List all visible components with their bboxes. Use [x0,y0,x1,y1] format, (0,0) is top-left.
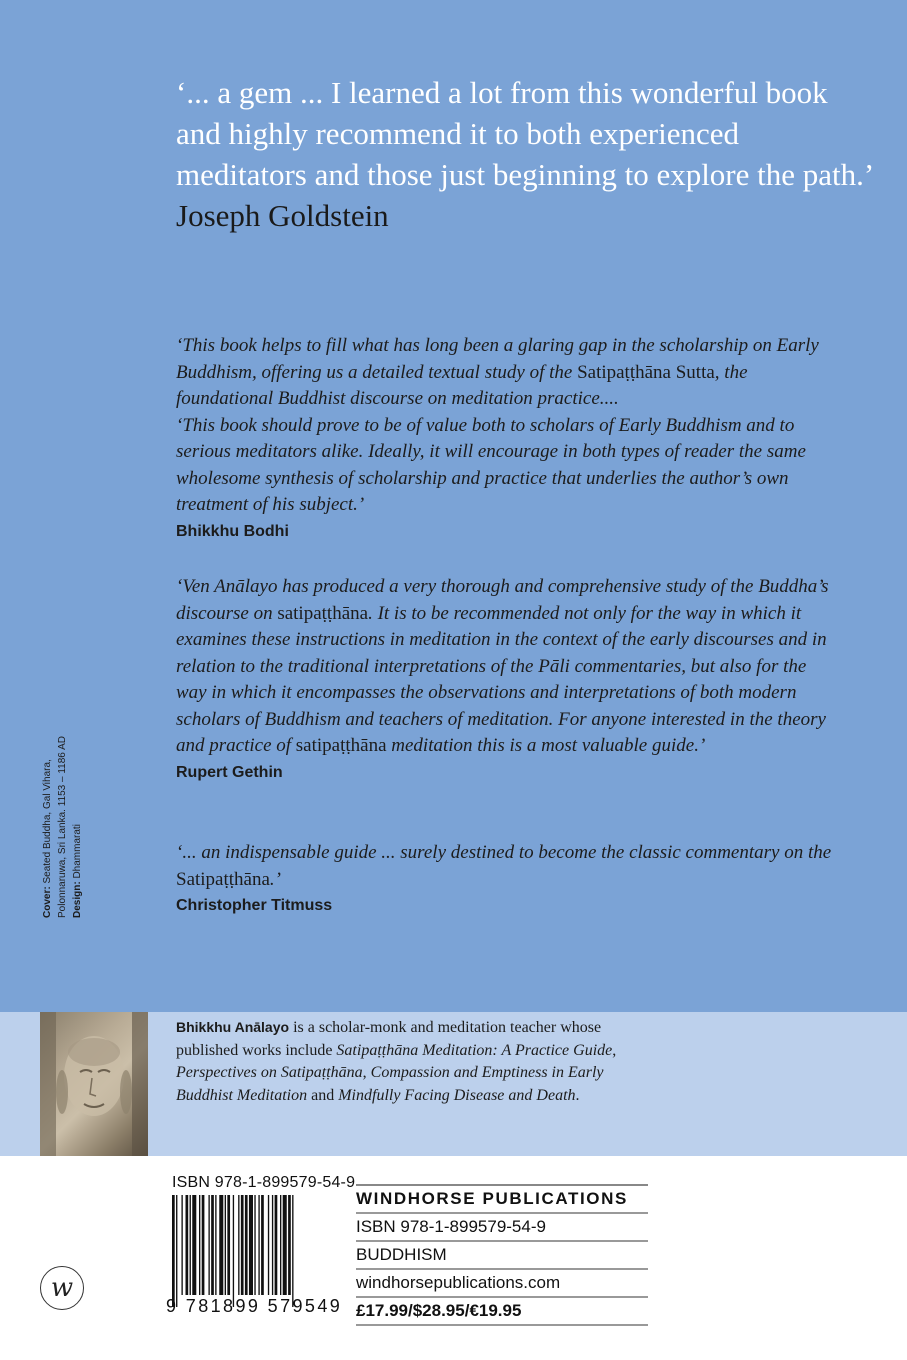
review-term: Satipaṭṭhāna [176,868,270,890]
barcode-bar [241,1195,244,1295]
barcode-bar [211,1195,214,1295]
review-term: satipaṭṭhāna [277,602,369,624]
publisher-isbn: ISBN 978-1-899579-54-9 [356,1212,648,1240]
barcode-bar [245,1195,248,1295]
review-attribution: Christopher Titmuss [176,897,333,914]
review-text: ‘Ven Anālayo has produced a very thorough and comprehensive study of the Buddha’s discourse on [176,576,829,624]
barcode-bar [280,1195,281,1295]
cover-credit-label: Cover: [42,886,53,918]
publisher-block [356,1184,648,1326]
cover-credits [40,718,85,918]
barcode-bar [249,1195,253,1295]
barcode-bar [238,1195,239,1295]
review-text: ‘This book helps to fill what has long been a glaring gap in the scholarship on Early Buddhism, offering us a detailed textual study of the [176,335,819,383]
design-credit-label: Design: [72,881,83,918]
logo-letter: w [50,1273,74,1303]
review-term: satipaṭṭhāna [295,735,387,756]
barcode-bar [202,1195,205,1295]
author-work: Perspectives on Satipaṭṭhāna [176,1064,363,1081]
review-term: Satipaṭṭhāna Sutta [577,361,715,383]
author-bio-text: , [612,1041,617,1059]
buddha-statue-image [40,1012,148,1156]
lead-quote [176,72,876,236]
review-paragraph: ‘This book should prove to be of value both to scholars of Early Buddhism and to serious meditators alike. Ideally, it will encourage in both types of reader the same wholesome synthesis of scholarship and practice that underlies the author’s own treatment of his subject.’ [176,414,806,515]
review-attribution: Rupert Gethin [176,763,283,781]
review-gethin [176,574,836,786]
review-text: meditation this is a most valuable guide.’ [386,735,706,756]
review-text: . It is to be recommended not only for the way in which it examines these instructions in meditation in the context of the early discourses and in relation to the traditional interpretations of the Pāli commentaries, but also for the way in which it encompasses the observations and interpretations of both modern scholars of Buddhism and teachers of meditation. For anyone interested in the theory and practice of [176,602,827,756]
windhorse-logo-icon [40,1266,84,1310]
review-text: ‘... an indispensable guide ... surely destined to become the classic commentary on the [176,842,832,863]
review-attribution: Bhikkhu Bodhi [176,522,289,540]
barcode-bar [186,1195,189,1295]
publisher-price: £17.99/$28.95/€19.95 [356,1296,648,1326]
review-paragraph [176,333,836,413]
barcode-bar [215,1195,216,1295]
review-bodhi [176,333,836,545]
barcode-isbn-label: ISBN 978-1-899579-54-9 [172,1174,356,1191]
author-photo [40,1012,148,1156]
barcode-bar [272,1195,273,1295]
publisher-name: WINDHORSE PUBLICATIONS [356,1184,648,1212]
barcode-bar [233,1195,234,1307]
barcode [172,1195,344,1307]
review-text: , the foundational Buddhist discourse on meditation practice.... [176,361,748,409]
barcode-bar [190,1195,191,1295]
barcode-bar [192,1195,196,1295]
barcode-bar [261,1195,264,1295]
barcode-bar [181,1195,182,1295]
barcode-bar [219,1195,223,1295]
barcode-bar [292,1195,293,1307]
barcode-bar [288,1195,291,1295]
author-work: Compassion and Emptiness in Early Buddhist Meditation [176,1064,604,1104]
author-bio-text: and [307,1086,339,1104]
barcode-bar [172,1195,175,1307]
barcode-bar [268,1195,269,1295]
lead-quote-text: ‘... a gem ... I learned a lot from this wonderful book and highly recommend it to both experienced meditators and those just beginning to explore the path.’ [176,75,872,192]
author-name: Bhikkhu Anālayo [176,1019,290,1035]
barcode-bar [208,1195,209,1295]
barcode-bar [176,1195,177,1307]
publisher-category: BUDDHISM [356,1240,648,1268]
author-bio-text: is a scholar-monk and meditation teacher whose published works include [176,1019,602,1059]
author-bio-text: , [362,1064,371,1081]
barcode-bar [258,1195,259,1295]
review-text: .’ [269,868,281,890]
review-paragraph [176,574,836,760]
review-titmuss [176,840,836,919]
barcode-bar [199,1195,200,1295]
cover-credit-text: Seated Buddha, Gal Vihara, Polonnaruwa, Sri Lanka. 1153 – 1186 AD [42,736,68,918]
barcode-bar [275,1195,278,1295]
author-bio [176,1016,636,1107]
author-work: Mindfully Facing Disease and Death [338,1086,576,1104]
author-work: Satipaṭṭhāna Meditation: A Practice Guide [336,1041,613,1059]
barcode-digits: 9 781899 579549 [166,1296,343,1316]
design-credit-text: Dhammarati [72,824,83,879]
lead-quote-attribution: Joseph Goldstein [176,198,389,233]
author-bio-text: . [575,1086,580,1104]
barcode-bar [225,1195,226,1295]
barcode-bar [227,1195,230,1295]
review-paragraph [176,840,836,893]
publisher-website: windhorsepublications.com [356,1268,648,1296]
barcode-bar [283,1195,287,1295]
barcode-bar [254,1195,255,1295]
